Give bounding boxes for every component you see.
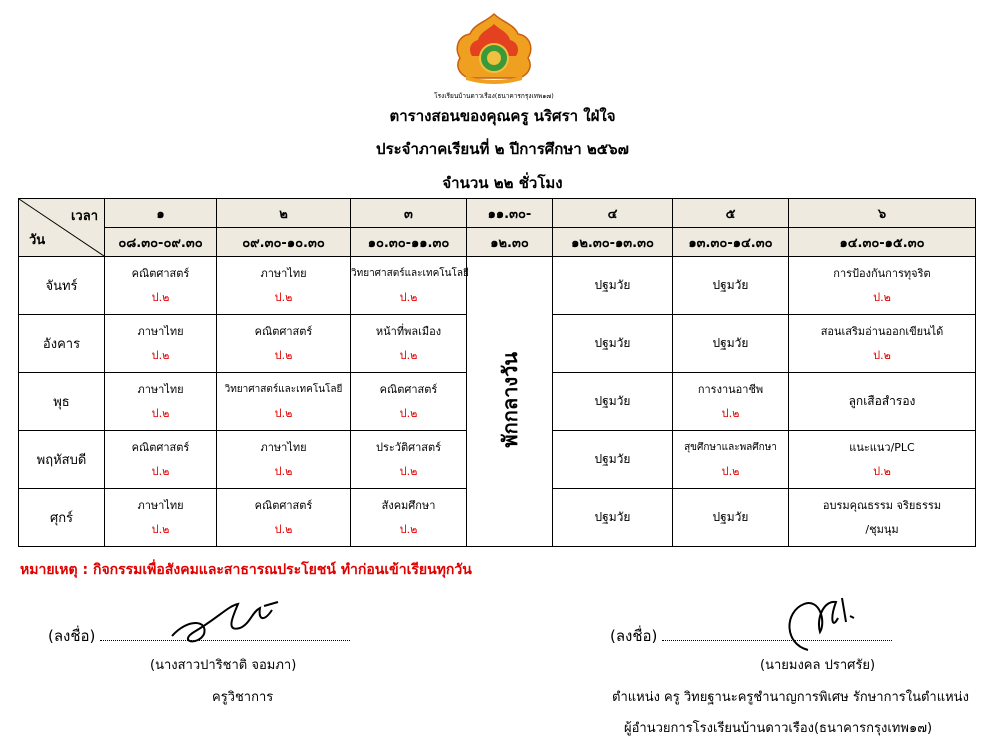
period-3: ๓ xyxy=(351,199,467,228)
lunch-break-label: พักกลางวัน xyxy=(497,351,522,448)
schedule-cell xyxy=(789,257,976,315)
grade: ป.๒ xyxy=(721,406,740,420)
note-text: หมายเหตุ : กิจกรรมเพื่อสังคมและสาธารณประโยชน์ ทำก่อนเข้าเรียนทุกวัน xyxy=(20,562,472,578)
schedule-cell xyxy=(553,257,673,315)
grade: ป.๒ xyxy=(151,464,170,478)
period-6: ๖ xyxy=(789,199,976,228)
time-1: ๐๘.๓๐-๐๙.๓๐ xyxy=(105,228,217,257)
schedule-cell xyxy=(351,257,467,315)
grade: ป.๒ xyxy=(399,522,418,536)
page-title: ตารางสอนของคุณครู นริศรา ใฝ่ใจ xyxy=(389,107,616,125)
schedule-cell xyxy=(789,373,976,431)
schedule-cell xyxy=(217,489,351,547)
grade: ป.๒ xyxy=(151,290,170,304)
subject: ภาษาไทย xyxy=(137,324,184,338)
subject: คณิตศาสตร์ xyxy=(131,266,190,280)
subject: ประวัติศาสตร์ xyxy=(375,440,442,454)
subject: สังคมศึกษา xyxy=(381,498,436,512)
day-label: วัน xyxy=(29,233,46,248)
grade: ป.๒ xyxy=(399,406,418,420)
schedule-cell xyxy=(351,373,467,431)
subject: อบรมคุณธรรม จริยธรรม xyxy=(822,498,942,512)
lunch-time-top: ๑๑.๓๐- xyxy=(467,199,553,228)
schedule-cell xyxy=(673,431,789,489)
schedule-cell xyxy=(351,431,467,489)
schedule-cell xyxy=(351,489,467,547)
schedule-cell xyxy=(105,431,217,489)
subject: วิทยาศาสตร์และเทคโนโลยี xyxy=(351,267,469,279)
grade: ป.๒ xyxy=(399,348,418,362)
subject: วิทยาศาสตร์และเทคโนโลยี xyxy=(224,383,343,395)
left-sign-label: (ลงชื่อ) xyxy=(48,627,96,645)
period-2: ๒ xyxy=(217,199,351,228)
right-sign-label: (ลงชื่อ) xyxy=(610,627,658,645)
svg-text:โรงเรียนบ้านดาวเรือง(ธนาคารกรุ: โรงเรียนบ้านดาวเรือง(ธนาคารกรุงเทพ๑๗) xyxy=(434,92,554,100)
time-3: ๑๐.๓๐-๑๑.๓๐ xyxy=(351,228,467,257)
grade: ป.๒ xyxy=(274,464,293,478)
school-logo xyxy=(434,12,554,102)
time-2: ๐๙.๓๐-๑๐.๓๐ xyxy=(217,228,351,257)
subject: ภาษาไทย xyxy=(137,382,184,396)
schedule-cell xyxy=(105,257,217,315)
day-cell: พุธ xyxy=(19,373,105,431)
schedule-cell xyxy=(553,431,673,489)
schedule-cell xyxy=(789,315,976,373)
subject: คณิตศาสตร์ xyxy=(254,324,313,338)
subject: การงานอาชีพ xyxy=(697,382,764,396)
grade: ป.๒ xyxy=(151,348,170,362)
subject: สุขศึกษาและพลศึกษา xyxy=(684,441,777,453)
schedule-cell xyxy=(105,373,217,431)
semester-title: ประจำภาคเรียนที่ ๒ ปีการศึกษา ๒๕๖๗ xyxy=(376,140,629,158)
subject: สอนเสริมอ่านออกเขียนได้ xyxy=(820,324,944,338)
left-signature xyxy=(168,598,288,648)
left-position: ครูวิชาการ xyxy=(212,690,274,705)
corner-header xyxy=(19,199,105,257)
schedule-cell xyxy=(673,373,789,431)
schedule-cell xyxy=(673,257,789,315)
grade: ป.๒ xyxy=(151,522,170,536)
day-cell: พฤหัสบดี xyxy=(19,431,105,489)
schedule-cell xyxy=(553,315,673,373)
subject: คณิตศาสตร์ xyxy=(379,382,438,396)
grade: ป.๒ xyxy=(151,406,170,420)
schedule-cell xyxy=(217,373,351,431)
grade: ป.๒ xyxy=(873,348,891,362)
grade: ป.๒ xyxy=(274,348,293,362)
timetable xyxy=(18,198,976,547)
schedule-cell xyxy=(217,431,351,489)
subject-line-2: /ชุมนุม xyxy=(865,522,899,536)
right-signature xyxy=(780,592,860,656)
schedule-cell xyxy=(105,315,217,373)
day-cell: อังคาร xyxy=(19,315,105,373)
subject: ปฐมวัย xyxy=(594,510,631,524)
schedule-cell xyxy=(217,257,351,315)
right-name: (นายมงคล ปราศรัย) xyxy=(760,658,876,673)
schedule-cell xyxy=(105,489,217,547)
grade: ป.๒ xyxy=(873,464,891,478)
schedule-cell xyxy=(351,315,467,373)
schedule-cell xyxy=(673,489,789,547)
period-4: ๔ xyxy=(553,199,673,228)
subject: แนะแนว/PLC xyxy=(849,440,915,454)
subject: คณิตศาสตร์ xyxy=(254,498,313,512)
grade: ป.๒ xyxy=(274,522,293,536)
time-6: ๑๔.๓๐-๑๕.๓๐ xyxy=(789,228,976,257)
grade: ป.๒ xyxy=(274,290,293,304)
subject: ปฐมวัย xyxy=(712,336,749,350)
schedule-cell xyxy=(789,431,976,489)
schedule-cell xyxy=(553,373,673,431)
period-5: ๕ xyxy=(673,199,789,228)
right-position-2: ผู้อำนวยการโรงเรียนบ้านดาวเรือง(ธนาคารกรุงเทพ๑๗) xyxy=(624,721,933,736)
lunch-time-bottom: ๑๒.๓๐ xyxy=(467,228,553,257)
schedule-cell xyxy=(789,489,976,547)
subject: ปฐมวัย xyxy=(712,278,749,292)
subject: ปฐมวัย xyxy=(594,452,631,466)
grade: ป.๒ xyxy=(274,406,293,420)
subject: ปฐมวัย xyxy=(594,394,631,408)
subject: ลูกเสือสำรอง xyxy=(848,394,916,408)
grade: ป.๒ xyxy=(399,464,418,478)
subject: คณิตศาสตร์ xyxy=(131,440,190,454)
subject: ปฐมวัย xyxy=(594,278,631,292)
left-name: (นางสาวปาริชาติ จอมภา) xyxy=(150,658,297,673)
time-5: ๑๓.๓๐-๑๔.๓๐ xyxy=(673,228,789,257)
subject: หน้าที่พลเมือง xyxy=(375,324,442,338)
grade: ป.๒ xyxy=(399,290,418,304)
period-1: ๑ xyxy=(105,199,217,228)
time-label: เวลา xyxy=(70,209,98,224)
subject: ปฐมวัย xyxy=(712,510,749,524)
grade: ป.๒ xyxy=(873,290,891,304)
subject: ภาษาไทย xyxy=(260,440,307,454)
subject: ภาษาไทย xyxy=(260,266,307,280)
schedule-cell xyxy=(673,315,789,373)
subject: ปฐมวัย xyxy=(594,336,631,350)
subject: ภาษาไทย xyxy=(137,498,184,512)
hours-title: จำนวน ๒๒ ชั่วโมง xyxy=(442,174,563,192)
time-4: ๑๒.๓๐-๑๓.๓๐ xyxy=(553,228,673,257)
right-position: ตำแหน่ง ครู วิทยฐานะครูชำนาญการพิเศษ รักษาการในตำแหน่ง xyxy=(612,690,969,705)
schedule-cell xyxy=(553,489,673,547)
day-cell: จันทร์ xyxy=(19,257,105,315)
subject: การป้องกันการทุจริต xyxy=(833,266,931,280)
lunch-break-cell xyxy=(467,257,553,547)
day-cell: ศุกร์ xyxy=(19,489,105,547)
schedule-cell xyxy=(217,315,351,373)
grade: ป.๒ xyxy=(721,464,740,478)
